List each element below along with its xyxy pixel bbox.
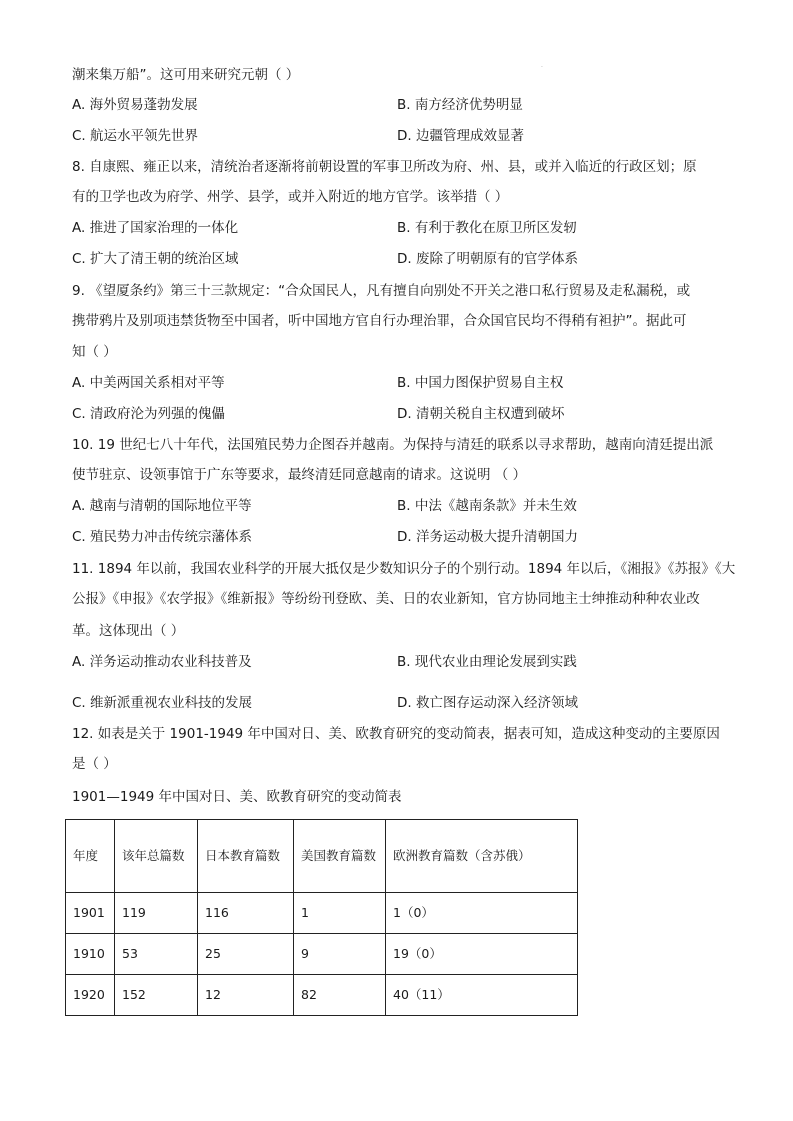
cell-usa: 1: [294, 893, 386, 934]
cell-europe: 40（11）: [386, 975, 578, 1016]
q9-option-d[interactable]: D. 清朝关税自主权遭到破坏: [397, 406, 565, 422]
table-row: [66, 975, 578, 1016]
q11-option-a[interactable]: A. 洋务运动推动农业科技普及: [72, 654, 252, 670]
cell-europe: 19（0）: [386, 934, 578, 975]
q7-stem: 潮来集万船”。这可用来研究元朝（ ）: [72, 67, 300, 83]
q10-option-c[interactable]: C. 殖民势力冲击传统宗藩体系: [72, 529, 253, 545]
q9-option-b[interactable]: B. 中国力图保护贸易自主权: [397, 375, 564, 391]
cell-year: 1901: [66, 893, 115, 934]
cell-europe: 1（0）: [386, 893, 578, 934]
q12-stem-line2: 是（ ）: [72, 756, 117, 772]
stray-mark: ·: [541, 64, 543, 71]
cell-total: 53: [115, 934, 198, 975]
q8-option-a[interactable]: A. 推进了国家治理的一体化: [72, 220, 239, 236]
cell-usa: 82: [294, 975, 386, 1016]
q11-option-d[interactable]: D. 救亡图存运动深入经济领域: [397, 695, 578, 711]
table-header-row: [66, 820, 578, 893]
cell-total: 119: [115, 893, 198, 934]
q10-option-d[interactable]: D. 洋务运动极大提升清朝国力: [397, 529, 578, 545]
q7-option-b[interactable]: B. 南方经济优势明显: [397, 97, 523, 113]
q10-stem-line2: 使节驻京、设领事馆于广东等要求，最终清廷同意越南的请求。这说明 （ ）: [72, 467, 527, 483]
q8-option-c[interactable]: C. 扩大了清王朝的统治区域: [72, 251, 239, 267]
q9-option-c[interactable]: C. 清政府沦为列强的傀儡: [72, 406, 226, 422]
q10-stem-line1: 10. 19 世纪七八十年代，法国殖民势力企图吞并越南。为保持与清廷的联系以寻求帮助，越南向清廷提出派: [72, 437, 714, 453]
cell-usa: 9: [294, 934, 386, 975]
q11-stem-line3: 革。这体现出（ ）: [72, 623, 185, 639]
header-total: 该年总篇数: [115, 820, 198, 893]
header-year: 年度: [66, 820, 115, 893]
header-usa: 美国教育篇数: [294, 820, 386, 893]
cell-total: 152: [115, 975, 198, 1016]
table-caption: 1901—1949 年中国对日、美、欧教育研究的变动简表: [72, 789, 402, 805]
cell-japan: 25: [198, 934, 294, 975]
q7-option-a[interactable]: A. 海外贸易蓬勃发展: [72, 97, 198, 113]
table-row: [66, 934, 578, 975]
q9-stem-line3: 知（ ）: [72, 344, 117, 360]
q9-stem-line2: 携带鸦片及别项违禁货物至中国者，听中国地方官自行办理治罪，合众国官民均不得稍有袒护”。据此可: [72, 313, 687, 329]
q12-stem-line1: 12. 如表是关于 1901-1949 年中国对日、美、欧教育研究的变动简表，据表可知，造成这种变动的主要原因: [72, 726, 720, 742]
q10-option-b[interactable]: B. 中法《越南条款》并未生效: [397, 498, 577, 514]
q11-stem-line2: 公报》《申报》《农学报》《维新报》等纷纷刊登欧、美、日的农业新知，官方协同地主士绅推动种种农业改: [72, 591, 700, 607]
cell-year: 1920: [66, 975, 115, 1016]
q9-stem-line1: 9. 《望厦条约》第三十三款规定：“合众国民人，凡有擅自向别处不开关之港口私行贸易及走私漏税，或: [72, 283, 691, 299]
q10-option-a[interactable]: A. 越南与清朝的国际地位平等: [72, 498, 252, 514]
header-japan: 日本教育篇数: [198, 820, 294, 893]
q11-option-b[interactable]: B. 现代农业由理论发展到实践: [397, 654, 577, 670]
q8-stem-line2: 有的卫学也改为府学、州学、县学，或并入附近的地方官学。该举措（ ）: [72, 189, 509, 205]
cell-year: 1910: [66, 934, 115, 975]
q11-stem-line1: 11. 1894 年以前，我国农业科学的开展大抵仅是少数知识分子的个别行动。1894 年以后，《湘报》《苏报》《大: [72, 561, 736, 577]
q8-option-b[interactable]: B. 有利于教化在原卫所区发轫: [397, 220, 577, 236]
q7-option-c[interactable]: C. 航运水平领先世界: [72, 128, 199, 144]
header-europe: 欧洲教育篇数（含苏俄）: [386, 820, 578, 893]
table-row: [66, 893, 578, 934]
education-research-table: [65, 819, 578, 1016]
q8-option-d[interactable]: D. 废除了明朝原有的官学体系: [397, 251, 578, 267]
q9-option-a[interactable]: A. 中美两国关系相对平等: [72, 375, 225, 391]
cell-japan: 12: [198, 975, 294, 1016]
q11-option-c[interactable]: C. 维新派重视农业科技的发展: [72, 695, 253, 711]
cell-japan: 116: [198, 893, 294, 934]
q7-option-d[interactable]: D. 边疆管理成效显著: [397, 128, 524, 144]
q8-stem-line1: 8. 自康熙、雍正以来，清统治者逐渐将前朝设置的军事卫所改为府、州、县，或并入临近的行政区划；原: [72, 159, 697, 175]
